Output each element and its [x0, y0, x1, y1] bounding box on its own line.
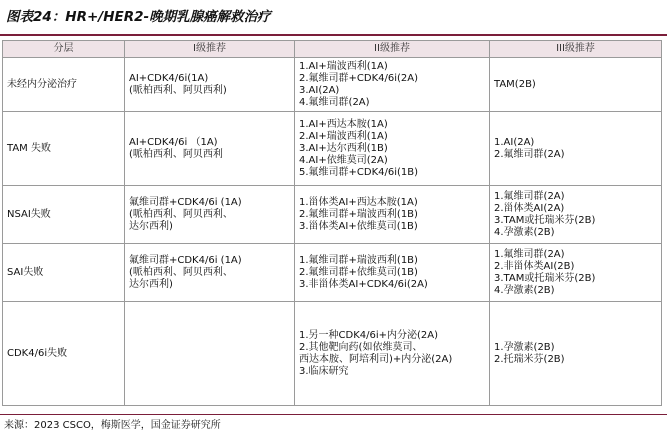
layer-label: TAM 失败 [7, 142, 51, 154]
level2-line: 2.AI+瑞波西利(1A) [299, 130, 388, 142]
level1-line: (哌柏西利、阿贝西利) [129, 84, 227, 96]
cell-layer [3, 58, 125, 112]
cell-level3 [490, 302, 662, 406]
table-row [3, 58, 662, 112]
cell-layer [3, 112, 125, 186]
cell-level1 [125, 186, 295, 244]
cell-level1 [125, 244, 295, 302]
level2-line: 2.其他靶向药(如依维莫司、 [299, 341, 423, 353]
table-row [3, 302, 662, 406]
header-level3: III级推荐 [490, 41, 662, 58]
level3-line: 2.非甾体类AI(2B) [494, 260, 575, 272]
level3-line: 4.孕激素(2B) [494, 284, 555, 296]
level2-line: 1.AI+瑞波西利(1A) [299, 60, 388, 72]
level2-line: 3.非甾体类AI+CDK4/6i(2A) [299, 278, 428, 290]
cell-level2 [295, 112, 490, 186]
level2-line: 2.氟维司群+CDK4/6i(2A) [299, 72, 419, 84]
level2-line: 4.氟维司群(2A) [299, 96, 370, 108]
cell-level1 [125, 112, 295, 186]
level2-line: 1.甾体类AI+西达本胺(1A) [299, 196, 418, 208]
cell-level2 [295, 244, 490, 302]
level1-line: (哌柏西利、阿贝西利、 [129, 208, 233, 220]
header-layer: 分层 [3, 41, 125, 58]
level1-line: AI+CDK4/6i （1A) [129, 136, 218, 148]
layer-label: 未经内分泌治疗 [7, 78, 77, 90]
layer-label: CDK4/6i失败 [7, 347, 68, 359]
level3-line: 2.甾体类AI(2A) [494, 202, 565, 214]
level1-line: 氟维司群+CDK4/6i (1A) [129, 254, 242, 266]
cell-level3 [490, 58, 662, 112]
level2-line: 5.氟维司群+CDK4/6i(1B) [299, 166, 419, 178]
level1-line: AI+CDK4/6i(1A) [129, 72, 209, 84]
level3-line: 2.托瑞米芬(2B) [494, 353, 565, 365]
cell-level1 [125, 302, 295, 406]
level2-line: 2.氟维司群+依维莫司(1B) [299, 266, 418, 278]
source-note: 来源：2023 CSCO，梅斯医学，国金证券研究所 [4, 420, 221, 431]
level2-line: 3.甾体类AI+依维莫司(1B) [299, 220, 418, 232]
level2-line: 4.AI+依维莫司(2A) [299, 154, 388, 166]
title-divider [0, 34, 667, 36]
table-row [3, 244, 662, 302]
level3-line: 4.孕激素(2B) [494, 226, 555, 238]
level3-line: 3.TAM或托瑞米芬(2B) [494, 214, 596, 226]
cell-level3 [490, 244, 662, 302]
cell-layer [3, 244, 125, 302]
level3-line: 2.氟维司群(2A) [494, 148, 565, 160]
layer-label: SAI失败 [7, 266, 44, 278]
level2-line: 3.临床研究 [299, 365, 349, 377]
level2-line: 1.氟维司群+瑞波西利(1B) [299, 254, 418, 266]
level3-line: 1.AI(2A) [494, 136, 535, 148]
cell-layer [3, 302, 125, 406]
level2-line: 1.另一种CDK4/6i+内分泌(2A) [299, 329, 439, 341]
level2-line: 2.氟维司群+瑞波西利(1B) [299, 208, 418, 220]
cell-level1 [125, 58, 295, 112]
level1-line: 达尔西利) [129, 220, 173, 232]
level3-line: 3.TAM或托瑞米芬(2B) [494, 272, 596, 284]
level2-line: 西达本胺、阿培利司)+内分泌(2A) [299, 353, 453, 365]
recommendation-table [2, 40, 662, 406]
table-row [3, 112, 662, 186]
header-level2: II级推荐 [295, 41, 490, 58]
cell-level3 [490, 186, 662, 244]
table-row [3, 186, 662, 244]
cell-layer [3, 186, 125, 244]
figure-title: 图表24：HR+/HER2-晚期乳腺癌解救治疗 [6, 9, 271, 25]
level2-line: 3.AI+达尔西利(1B) [299, 142, 388, 154]
level2-line: 1.AI+西达本胺(1A) [299, 118, 388, 130]
level3-line: 1.氟维司群(2A) [494, 190, 565, 202]
cell-level2 [295, 302, 490, 406]
level1-line: 氟维司群+CDK4/6i (1A) [129, 196, 242, 208]
source-divider [0, 414, 667, 415]
cell-level2 [295, 186, 490, 244]
level3-line: 1.氟维司群(2A) [494, 248, 565, 260]
level1-line: (哌柏西利、阿贝西利 [129, 148, 223, 160]
level3-line: 1.孕激素(2B) [494, 341, 555, 353]
cell-level3 [490, 112, 662, 186]
level1-line: (哌柏西利、阿贝西利、 [129, 266, 233, 278]
level3-line: TAM(2B) [494, 78, 536, 90]
cell-level2 [295, 58, 490, 112]
table-header-row [3, 41, 662, 58]
header-level1: I级推荐 [125, 41, 295, 58]
level1-line: 达尔西利) [129, 278, 173, 290]
layer-label: NSAI失败 [7, 208, 51, 220]
level2-line: 3.AI(2A) [299, 84, 340, 96]
